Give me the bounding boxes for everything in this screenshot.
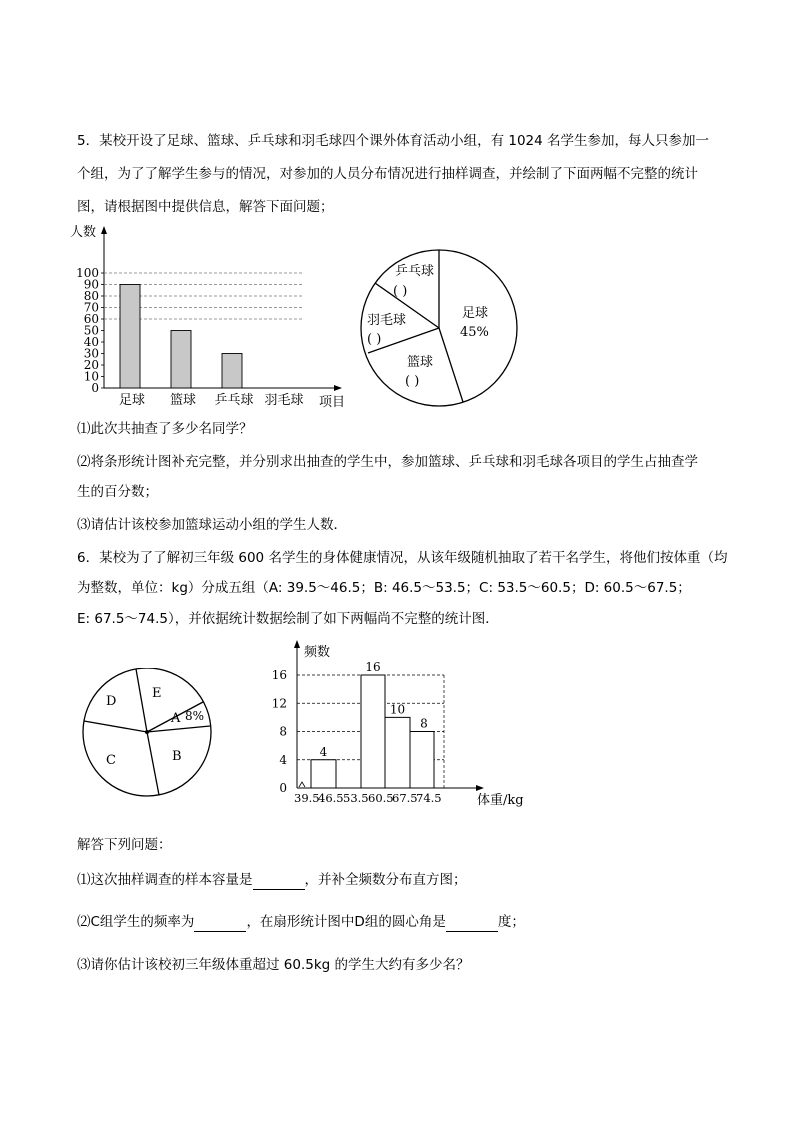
q6-sub2	[77, 912, 525, 932]
hist-ytick-label: 12	[271, 696, 287, 711]
q6-histogram	[262, 640, 532, 812]
q6-sub2-text-c: 度；	[497, 914, 525, 930]
q6-sub2-text-b: ，在扇形统计图中D组的圆心角是	[246, 914, 446, 930]
hist-bar-0	[311, 760, 336, 788]
hist-bar-label: 4	[319, 744, 328, 759]
hist-ytick-label: 8	[279, 724, 287, 739]
pie5-blank-badminton: ( )	[367, 332, 382, 347]
q6-sub1	[77, 870, 467, 890]
pie5-blank-basketball: ( )	[405, 374, 420, 389]
hist-ytick-label: 4	[279, 752, 287, 767]
bar-ytick-label: 0	[91, 381, 99, 395]
hist-bar-2	[361, 675, 385, 788]
q6-sub2-blank-2[interactable]	[446, 917, 498, 932]
bar-0	[120, 285, 140, 389]
pie5-label-football: 足球	[462, 306, 489, 321]
bar-ytick-label: 80	[83, 289, 99, 303]
q6-line1: 6．某校为了了解初三年级 600 名学生的身体健康情况，从该年级随机抽取了若干名学生，将他们按体重（均	[77, 550, 728, 566]
hist-edge-label: 39.5	[294, 791, 320, 805]
bar-xlabel: 项目	[319, 395, 346, 410]
bar-ytick-label: 60	[83, 312, 99, 326]
pie5-football-pct: 45%	[460, 325, 489, 340]
q6-sub3: ⑶请你估计该校初三年级体重超过 60.5kg 的学生大约有多少名？	[77, 957, 470, 973]
pie6-label-d: D	[106, 694, 117, 709]
q5-sub2b: 生的百分数；	[77, 484, 158, 500]
bar-ytick-label: 20	[83, 358, 99, 372]
hist-axis-break-mark	[299, 782, 305, 787]
hist-bar-label: 10	[389, 702, 406, 717]
hist-bar-label: 16	[365, 660, 381, 674]
bar-ytick-label: 40	[83, 335, 99, 349]
hist-bar-4	[410, 732, 434, 789]
pie6-label-a: A	[171, 711, 181, 726]
pie6-label-c: C	[106, 753, 116, 768]
q6-sub1-text-b: ，并补全频数分布直方图；	[304, 872, 467, 888]
pie5-blank-pingpong: ( )	[393, 284, 408, 299]
bar-ytick-label: 50	[83, 323, 99, 338]
pie6-label-b: B	[172, 749, 182, 764]
pie6-label-e: E	[152, 686, 162, 701]
q5-sub1: ⑴此次共抽查了多少名同学？	[77, 421, 253, 437]
bar-category-label: 羽毛球	[264, 393, 304, 408]
bar-ytick-label: 70	[83, 300, 99, 315]
bar-ytick-label: 10	[83, 369, 99, 384]
bar-ylabel: 人数	[70, 225, 97, 240]
q6-line2: 为整数，单位：kg）分成五组（A: 39.5～46.5；B: 46.5～53.5；C: 53.5～60.5；D: 60.5～67.5；	[77, 580, 691, 596]
bar-1	[171, 331, 191, 389]
q6-sub1-text-a: ⑴这次抽样调查的样本容量是	[77, 872, 253, 888]
q5-line1: 5．某校开设了足球、篮球、乒乓球和羽毛球四个课外体育活动小组，有 1024 名学生参加，每人只参加一	[77, 133, 710, 149]
bar-ytick-label: 100	[76, 266, 99, 280]
q5-bar-chart	[60, 222, 360, 417]
hist-bar-3	[385, 717, 410, 788]
hist-xlabel: 体重/kg	[477, 793, 524, 808]
hist-ylabel: 频数	[304, 645, 331, 660]
bar-ytick-label: 90	[83, 277, 99, 292]
pie5-label-badminton: 羽毛球	[367, 313, 407, 328]
q5-sub3: ⑶请估计该校参加篮球运动小组的学生人数．	[77, 517, 347, 533]
hist-ytick-label: 16	[271, 668, 287, 682]
hist-edge-label: 53.5	[343, 791, 369, 805]
bar-ytick-label: 30	[83, 346, 99, 361]
q6-sub1-blank[interactable]	[253, 875, 305, 890]
bar-category-label: 乒乓球	[214, 393, 254, 408]
pie6-a-pct: 8%	[185, 709, 205, 723]
hist-edge-label: 46.5	[318, 791, 344, 805]
q6-sub2-text-a: ⑵C组学生的频率为	[77, 914, 195, 930]
q6-sub2-blank-1[interactable]	[194, 917, 246, 932]
q5-sub2a: ⑵将条形统计图补充完整，并分别求出抽查的学生中，参加篮球、乒乓球和羽毛球各项目的学生占抽查学	[77, 454, 698, 470]
hist-edge-label: 74.5	[416, 791, 442, 805]
q6-line3: E: 67.5～74.5），并依据统计数据绘制了如下两幅尚不完整的统计图．	[77, 611, 499, 627]
pie5-label-pingpong: 乒乓球	[395, 264, 435, 279]
bar-category-label: 篮球	[169, 393, 197, 408]
hist-edge-label: 67.5	[392, 791, 418, 805]
q6-intro: 解答下列问题：	[77, 837, 172, 853]
hist-ytick-label: 0	[279, 781, 287, 795]
q5-line2: 个组，为了了解学生参与的情况，对参加的人员分布情况进行抽样调查，并绘制了下面两幅不完整的统计	[77, 166, 698, 182]
q5-pie-chart	[355, 245, 525, 410]
hist-edge-label: 60.5	[368, 791, 394, 805]
q5-line3: 图，请根据图中提供信息，解答下面问题；	[77, 199, 334, 215]
hist-bar-label: 8	[420, 716, 428, 731]
pie5-label-basketball: 篮球	[407, 355, 434, 370]
bar-category-label: 足球	[118, 393, 146, 408]
bar-2	[222, 354, 242, 389]
q6-pie-chart	[78, 668, 218, 798]
